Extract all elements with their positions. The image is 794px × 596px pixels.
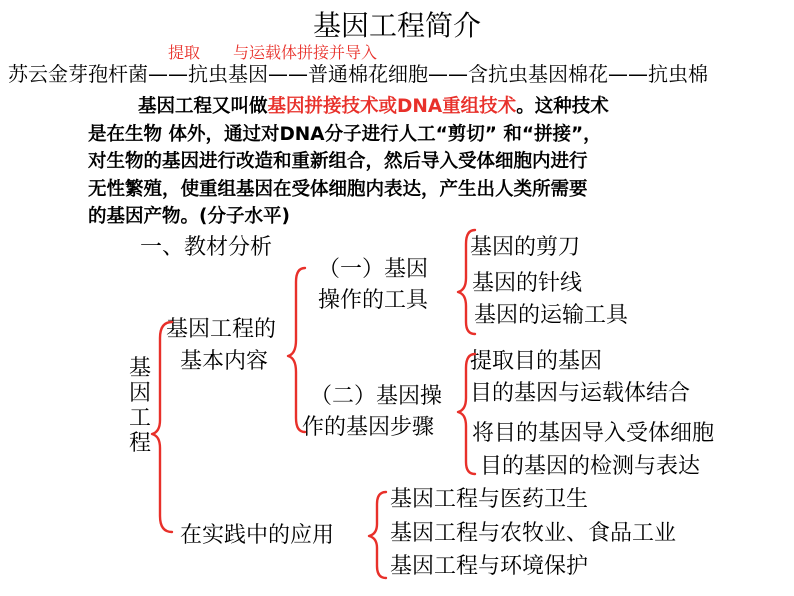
intro-line-1-prefix: 基因工程又叫做 (138, 96, 268, 117)
page-title: 基因工程简介 (312, 9, 481, 42)
practice-label: 在实践中的应用 (180, 523, 335, 548)
tool-item: 基因的剪刀 (470, 235, 581, 260)
steps-label-line-2: 作的基因步骤 (302, 415, 435, 440)
step-item: 目的基因与运载体结合 (470, 381, 691, 406)
flow-chain: 苏云金芽孢杆菌——抗虫基因——普通棉花细胞——含抗虫基因棉花——抗虫棉 (8, 62, 708, 86)
intro-highlight: 基因拼接技术或DNA重组技术 (267, 96, 517, 117)
application-item: 基因工程与农牧业、食品工业 (390, 521, 677, 546)
tool-item: 基因的运输工具 (474, 303, 629, 328)
intro-line-2: 是在生物 体外，通过对DNA分子进行人工“剪切” 和“拼接”， (88, 123, 602, 145)
basic-content-line-2: 基本内容 (180, 349, 269, 374)
steps-label-line-1: （二）基因操 (310, 384, 443, 409)
step-item: 提取目的基因 (470, 349, 603, 374)
step-item: 目的基因的检测与表达 (480, 454, 701, 479)
section-heading: 一、教材分析 (140, 235, 273, 260)
application-item: 基因工程与环境保护 (390, 554, 589, 579)
practice-brace (369, 492, 386, 578)
tools-label-line-1: （一）基因 (318, 257, 429, 282)
flow-label-extract: 提取 (168, 43, 201, 62)
intro-line-3: 对生物的基因进行改造和重新组合，然后导入受体细胞内进行 (88, 151, 588, 172)
basic-content-line-1: 基因工程的 (166, 317, 277, 342)
intro-line-4: 无性繁殖，使重组基因在受体细胞内表达，产生出人类所需要 (88, 178, 588, 200)
tools-brace (458, 230, 475, 334)
tools-label-line-2: 操作的工具 (318, 288, 429, 313)
basic-content-brace (288, 268, 305, 432)
step-item: 将目的基因导入受体细胞 (472, 421, 715, 446)
intro-line-5: 的基因产物。(分子水平) (88, 206, 290, 227)
tool-item: 基因的针线 (472, 271, 583, 296)
application-item: 基因工程与医药卫生 (390, 487, 589, 512)
root-label: 基因工程 (128, 356, 151, 456)
flow-label-combine: 与运载体拼接并导入 (233, 43, 378, 62)
intro-line-1-suffix: 。这种技术 (516, 96, 609, 117)
steps-brace (458, 354, 475, 474)
root-brace (152, 322, 172, 532)
